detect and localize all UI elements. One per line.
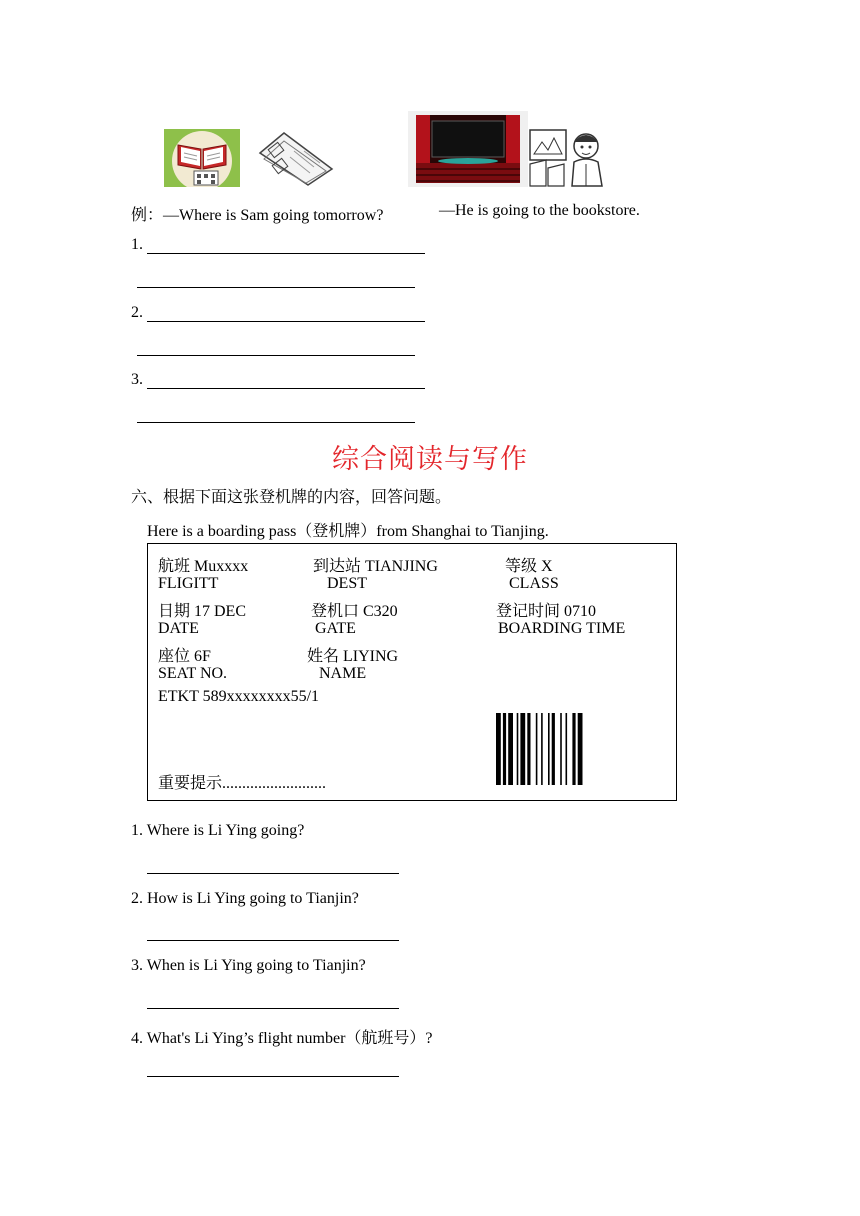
answer-blank[interactable]	[147, 388, 425, 389]
barcode-bar	[548, 713, 550, 785]
seat-en: SEAT NO.	[158, 665, 228, 682]
dest-en: DEST	[327, 575, 367, 592]
class-en: CLASS	[509, 575, 559, 592]
section-title: 综合阅读与写作	[332, 444, 528, 475]
barcode-bar	[496, 713, 501, 785]
answer-blank[interactable]	[147, 1008, 399, 1009]
barcode-bar	[527, 713, 530, 785]
bookstore-picture	[164, 129, 240, 187]
boarding-time-en: BOARDING TIME	[498, 620, 626, 637]
date-en: DATE	[158, 620, 199, 637]
example-label: 例：	[131, 207, 164, 224]
answer-blank[interactable]	[137, 287, 415, 288]
example-line	[131, 202, 383, 225]
flight-en: FLIGITT	[158, 575, 219, 592]
flight-cn: 航班 Muxxxx	[158, 558, 249, 575]
cinema-picture	[408, 111, 528, 187]
example-answer: —He is going to the bookstore.	[439, 202, 640, 219]
barcode-bar	[560, 713, 562, 785]
important-notice: 重要提示..........................	[158, 775, 327, 792]
barcode-bar	[541, 713, 543, 785]
barcode-bar	[517, 713, 519, 785]
seat-cn: 座位 6F	[158, 648, 211, 665]
answer-blank[interactable]	[147, 873, 399, 874]
name-cn: 姓名 LIYING	[307, 648, 399, 665]
name-en: NAME	[319, 665, 367, 682]
answer-blank[interactable]	[137, 355, 415, 356]
question-1: 1. Where is Li Ying going?	[131, 822, 305, 839]
boarding-pass	[147, 543, 677, 801]
blank-number: 1.	[131, 236, 143, 253]
boarding-time-cn: 登记时间 0710	[496, 603, 597, 620]
barcode-bar	[578, 713, 583, 785]
barcode-bar	[503, 713, 506, 785]
dest-cn: 到达站 TIANJING	[313, 558, 438, 575]
answer-blank[interactable]	[147, 253, 425, 254]
barcode-bar	[508, 713, 513, 785]
gate-en: GATE	[315, 620, 356, 637]
gate-cn: 登机口 C320	[311, 603, 398, 620]
etkt-number: ETKT 589xxxxxxxx55/1	[158, 688, 320, 705]
blank-number: 2.	[131, 304, 143, 321]
barcode	[496, 713, 616, 785]
blank-number: 3.	[131, 371, 143, 388]
section6-intro: Here is a boarding pass（登机牌）from Shanghai to Tianjing.	[147, 523, 549, 540]
question-2: 2. How is Li Ying going to Tianjin?	[131, 890, 359, 907]
answer-blank[interactable]	[147, 1076, 399, 1077]
section6-instruction: 六、根据下面这张登机牌的内容，回答问题。	[131, 489, 452, 506]
answer-blank[interactable]	[147, 321, 425, 322]
question-4: 4. What's Li Ying’s flight number（航班号）?	[131, 1030, 433, 1047]
date-cn: 日期 17 DEC	[158, 603, 247, 620]
barcode-bar	[566, 713, 568, 785]
barcode-bar	[572, 713, 575, 785]
newspaper-picture	[254, 129, 338, 187]
question-3: 3. When is Li Ying going to Tianjin?	[131, 957, 366, 974]
barcode-bar	[520, 713, 525, 785]
example-question: —Where is Sam going tomorrow?	[163, 207, 384, 224]
barcode-bar	[552, 713, 555, 785]
boy-at-cinema-picture	[528, 124, 608, 187]
answer-blank[interactable]	[147, 940, 399, 941]
class-cn: 等级 X	[505, 558, 553, 575]
answer-blank[interactable]	[137, 422, 415, 423]
barcode-bar	[536, 713, 538, 785]
